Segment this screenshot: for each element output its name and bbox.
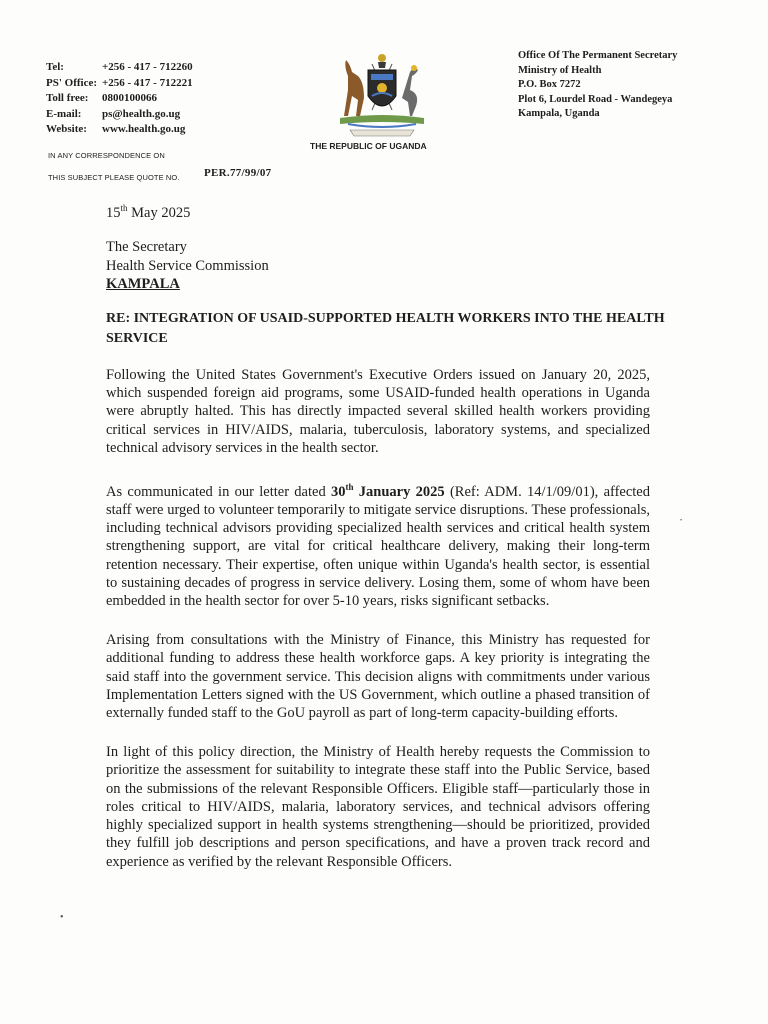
office-address	[518, 49, 677, 122]
paragraph-text: As communicated in our letter dated	[106, 483, 331, 500]
ref-date-day: 30	[331, 483, 346, 500]
republic-caption: THE REPUBLIC OF UGANDA	[310, 141, 427, 151]
contact-row-toll-free	[46, 91, 193, 107]
letter-date	[106, 203, 190, 222]
addressee-block	[106, 238, 269, 294]
letter-body	[106, 366, 650, 892]
contact-value: +256 - 417 - 712260	[102, 61, 193, 73]
contact-label: Tel:	[46, 61, 64, 73]
office-address-line: Plot 6, Lourdel Road - Wandegeya	[518, 93, 673, 105]
referenced-letter-date	[331, 484, 445, 500]
date-rest: May 2025	[127, 204, 191, 221]
scan-speck: •	[680, 518, 683, 524]
contact-value: ps@health.go.ug	[102, 107, 181, 120]
office-address-line: Kampala, Uganda	[518, 108, 600, 119]
date-suffix: th	[120, 203, 128, 213]
paragraph: In light of this policy direction, the Ministry of Health hereby requests the Commission to prioritize the assessment for suitability to integrate these staff into the Public Service, based on the submissions of the relevant Responsible Officers. Eligible staff—particularly those in roles critical to HIV/AIDS, malaria, laboratory services, and technical advisors offering highly specialized support in health systems strengthening—should be prioritized, provided they fulfill job descriptions and person specifications, and have a proven track record and experience as verified by the relevant Responsible Officers.	[106, 744, 650, 870]
office-address-line: Office Of The Permanent Secretary	[518, 50, 678, 61]
addressee-line: The Secretary	[106, 239, 187, 255]
contact-row-ps-office	[46, 76, 193, 92]
subject-line: RE: INTEGRATION OF USAID-SUPPORTED HEALTH WORKERS INTO THE HEALTH SERVICE	[106, 311, 665, 346]
addressee-city: KAMPALA	[106, 276, 180, 292]
ref-date-rest: January 2025	[353, 483, 445, 500]
contact-block	[46, 60, 193, 138]
office-address-line: Ministry of Health	[518, 64, 602, 76]
ref-date-suffix: th	[345, 482, 354, 493]
contact-value: +256 - 417 - 712221	[102, 76, 193, 89]
paragraph	[106, 478, 650, 610]
contact-label: E-mail:	[46, 107, 82, 120]
contact-row-website	[46, 122, 193, 138]
reference-note-line2: THIS SUBJECT PLEASE QUOTE NO.	[48, 173, 180, 182]
date-day: 15	[106, 204, 121, 221]
paragraph-text: (Ref: ADM. 14/1/09/01), affected staff were urged to volunteer temporarily to mitigate service disruptions. These professionals, including technical advisors providing specialized health services and critical health system strengthening support, are vital for critical healthcare delivery, making their long-term retention necessary. Their expertise, often unique within Uganda's health sector, is essential to sustaining decades of progress in service delivery. Losing them, some of whom have been embedded in the health sector for over 5-10 years, risks significant setbacks.	[106, 483, 650, 610]
uganda-coat-of-arms-icon	[330, 50, 434, 138]
addressee-line: Health Service Commission	[106, 257, 269, 274]
contact-label: Website:	[46, 123, 87, 135]
paragraph: Following the United States Government's Executive Orders issued on January 20, 2025, which suspended foreign aid programs, some USAID-funded health operations in Uganda were abruptly halted. This has directly impacted several skilled health workers providing critical services in HIV/AIDS, malaria, tuberculosis, laboratory systems, and specialized technical advisory services in the health sector.	[106, 367, 650, 456]
scan-speck: •	[60, 912, 64, 923]
paragraph: Arising from consultations with the Ministry of Finance, this Ministry has requested for additional funding to address these health workforce gaps. A key priority is integrating the said staff into the government service. This decision aligns with commitments under various Implementation Letters signed with the US Government, which outline a phased transition of externally funded staff to the GoU payroll as part of long-term capacity-building efforts.	[106, 632, 650, 722]
contact-value: www.health.go.ug	[102, 123, 186, 135]
reference-number: PER.77/99/07	[204, 167, 272, 179]
contact-row-email	[46, 107, 193, 123]
contact-value: 0800100066	[102, 92, 157, 104]
office-address-line: P.O. Box 7272	[518, 79, 581, 90]
reference-note-line1: IN ANY CORRESPONDENCE ON	[48, 151, 165, 160]
contact-label: Toll free:	[46, 92, 89, 104]
contact-row-tel	[46, 60, 193, 76]
contact-label: PS' Office:	[46, 76, 98, 89]
